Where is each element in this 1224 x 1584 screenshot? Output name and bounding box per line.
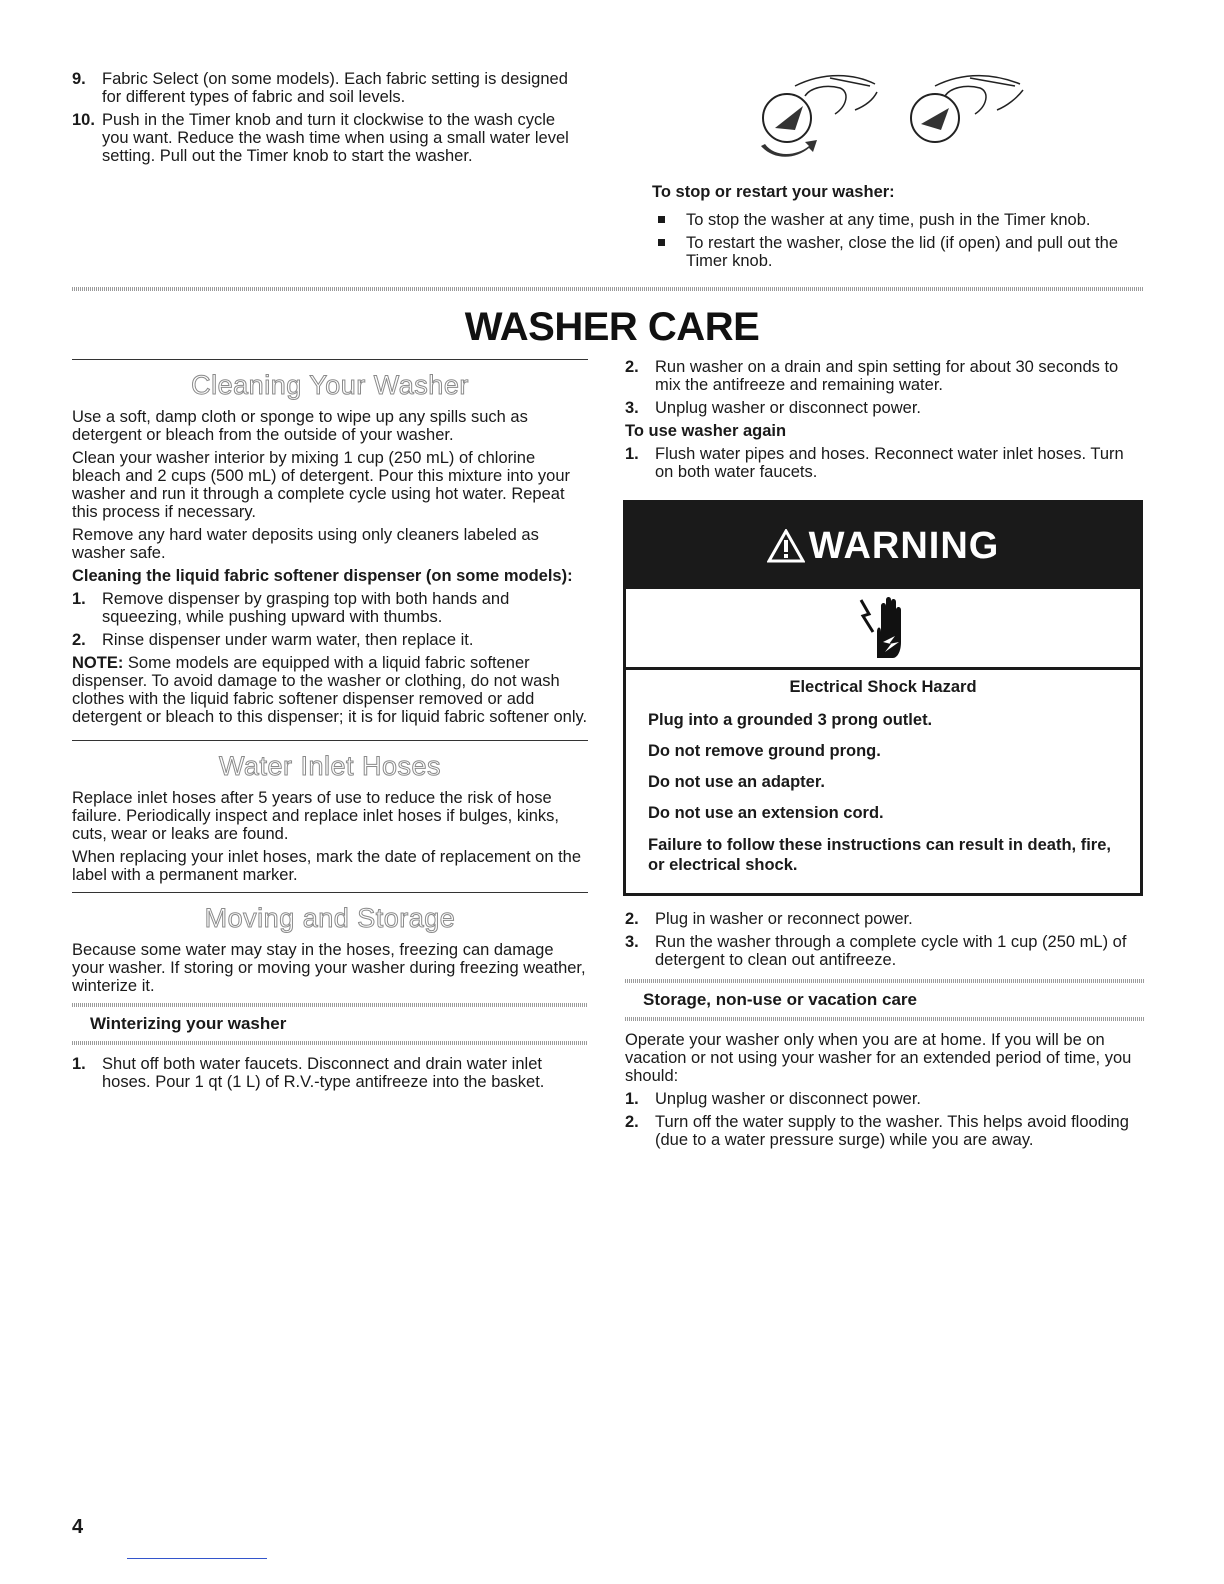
paragraph: Operate your washer only when you are at home. If you will be on vacation or not using your washer for an extended period of time, you should: (625, 1031, 1132, 1085)
separator (72, 1041, 588, 1045)
left-column (72, 359, 588, 1096)
step-text: Run the washer through a complete cycle with 1 cup (250 mL) of detergent to clean out antifreeze. (655, 933, 1127, 969)
note-text: Some models are equipped with a liquid fabric softener dispenser. To avoid damage to the washer or clothing, do not wash clothes with the liquid fabric softener dispenser removed or add detergent or bleach to this dispenser; it is for liquid fabric softener only. (72, 654, 588, 726)
step-text: Plug in washer or reconnect power. (655, 910, 913, 928)
warning-line: Do not use an extension cord. (648, 804, 884, 822)
step-number: 1. (72, 590, 86, 608)
electric-shock-hand-icon (843, 592, 923, 664)
warning-line: Do not remove ground prong. (648, 742, 881, 760)
paragraph: Clean your washer interior by mixing 1 cup (250 mL) of chlorine bleach and 2 cups (500 mL) of detergent. Pour this mixture into your washer and run it through a complete cycle using hot water. Repeat this process if necessary. (72, 449, 571, 521)
list-item (625, 933, 1145, 969)
top-left-steps (72, 70, 572, 170)
use-again-heading: To use washer again (625, 422, 787, 440)
list-item (652, 211, 1152, 229)
paragraph: Use a soft, damp cloth or sponge to wipe up any spills such as detergent or bleach from the outside of your washer. (72, 408, 528, 444)
warning-line: Plug into a grounded 3 prong outlet. (648, 711, 933, 729)
step-number: 2. (625, 910, 639, 928)
right-column (625, 358, 1145, 486)
step-text: Run washer on a drain and spin setting for about 30 seconds to mix the antifreeze and remaining water. (655, 358, 1119, 394)
step-number: 2. (72, 631, 86, 649)
warning-line: Do not use an adapter. (648, 773, 825, 791)
section-title-moving: Moving and Storage (204, 903, 456, 933)
list-item (72, 631, 588, 649)
warning-line: Failure to follow these instructions can result in death, fire, or electrical shock. (648, 836, 1111, 874)
step-number: 2. (625, 358, 639, 376)
list-item (625, 910, 1145, 928)
warning-title: WARNING (808, 524, 1000, 567)
storage-heading: Storage, non-use or vacation care (643, 990, 917, 1009)
list-item (625, 399, 1145, 417)
section-title-hoses: Water Inlet Hoses (218, 751, 442, 781)
paragraph: When replacing your inlet hoses, mark the date of replacement on the label with a permanent marker. (72, 848, 582, 884)
step-number: 1. (625, 445, 639, 463)
page-number: 4 (72, 1516, 84, 1538)
stop-restart-section (652, 183, 1152, 275)
warning-banner (626, 503, 1140, 589)
section-title-cleaning: Cleaning Your Washer (191, 370, 469, 400)
list-item (625, 1090, 1145, 1108)
list-item (72, 70, 572, 106)
warning-text (626, 670, 1140, 875)
stop-restart-heading: To stop or restart your washer: (652, 183, 895, 201)
step-text: Shut off both water faucets. Disconnect and drain water inlet hoses. Pour 1 qt (1 L) of R.V.-type antifreeze into the basket. (102, 1055, 545, 1091)
step-text: Rinse dispenser under warm water, then replace it. (102, 631, 474, 649)
step-text: Unplug washer or disconnect power. (655, 399, 921, 417)
push-pull-knob-icon (735, 66, 1055, 170)
footer-line (127, 1558, 267, 1559)
list-item (72, 1055, 588, 1091)
step-number: 1. (625, 1090, 639, 1108)
page-title: WASHER CARE (464, 305, 760, 349)
step-text: Flush water pipes and hoses. Reconnect water inlet hoses. Turn on both water faucets. (655, 445, 1124, 481)
step-number: 3. (625, 933, 639, 951)
section-rule (72, 359, 588, 360)
list-item (652, 234, 1152, 270)
note (72, 654, 588, 726)
timer-knob-illustration (735, 66, 1055, 170)
list-item (625, 358, 1145, 394)
list-item (72, 111, 572, 165)
section-rule (72, 892, 588, 893)
bullet-text: To stop the washer at any time, push in the Timer knob. (686, 211, 1091, 229)
list-item (72, 590, 588, 626)
hazard-title: Electrical Shock Hazard (789, 678, 977, 696)
step-text: Fabric Select (on some models). Each fabric setting is designed for different types of fabric and soil levels. (102, 70, 568, 106)
list-item (625, 445, 1145, 481)
step-text: Turn off the water supply to the washer. This helps avoid flooding (due to a water pressure surge) while you are away. (655, 1113, 1129, 1149)
paragraph: Because some water may stay in the hoses, freezing can damage your washer. If storing or moving your washer during freezing weather, winterize it. (72, 941, 586, 995)
step-text: Push in the Timer knob and turn it clockwise to the wash cycle you want. Reduce the wash time when using a small water level setting. Pull out the Timer knob to start the washer. (102, 111, 569, 165)
right-column-lower (625, 910, 1145, 1154)
step-number: 9. (72, 70, 86, 88)
step-number: 2. (625, 1113, 639, 1131)
paragraph: Remove any hard water deposits using only cleaners labeled as washer safe. (72, 526, 539, 562)
bullet-text: To restart the washer, close the lid (if open) and pull out the Timer knob. (686, 234, 1118, 270)
shock-icon-panel (626, 589, 1140, 670)
bullet-icon (658, 216, 665, 223)
bullet-icon (658, 239, 665, 246)
section-rule (72, 740, 588, 741)
step-text: Remove dispenser by grasping top with both hands and squeezing, while pushing upward with thumbs. (102, 590, 510, 626)
step-text: Unplug washer or disconnect power. (655, 1090, 921, 1108)
paragraph: Replace inlet hoses after 5 years of use to reduce the risk of hose failure. Periodically inspect and replace inlet hoses if bulges, kinks, cuts, wear or leaks are found. (72, 789, 560, 843)
separator (625, 1017, 1145, 1021)
list-item (625, 1113, 1145, 1149)
step-number: 10. (72, 111, 95, 129)
winterizing-heading: Winterizing your washer (90, 1014, 287, 1033)
note-label: NOTE: (72, 654, 124, 672)
warning-triangle-icon (767, 529, 805, 563)
step-number: 1. (72, 1055, 86, 1073)
warning-box (623, 500, 1143, 896)
separator (72, 287, 1144, 291)
dispenser-heading: Cleaning the liquid fabric softener dispenser (on some models): (72, 567, 573, 585)
step-number: 3. (625, 399, 639, 417)
